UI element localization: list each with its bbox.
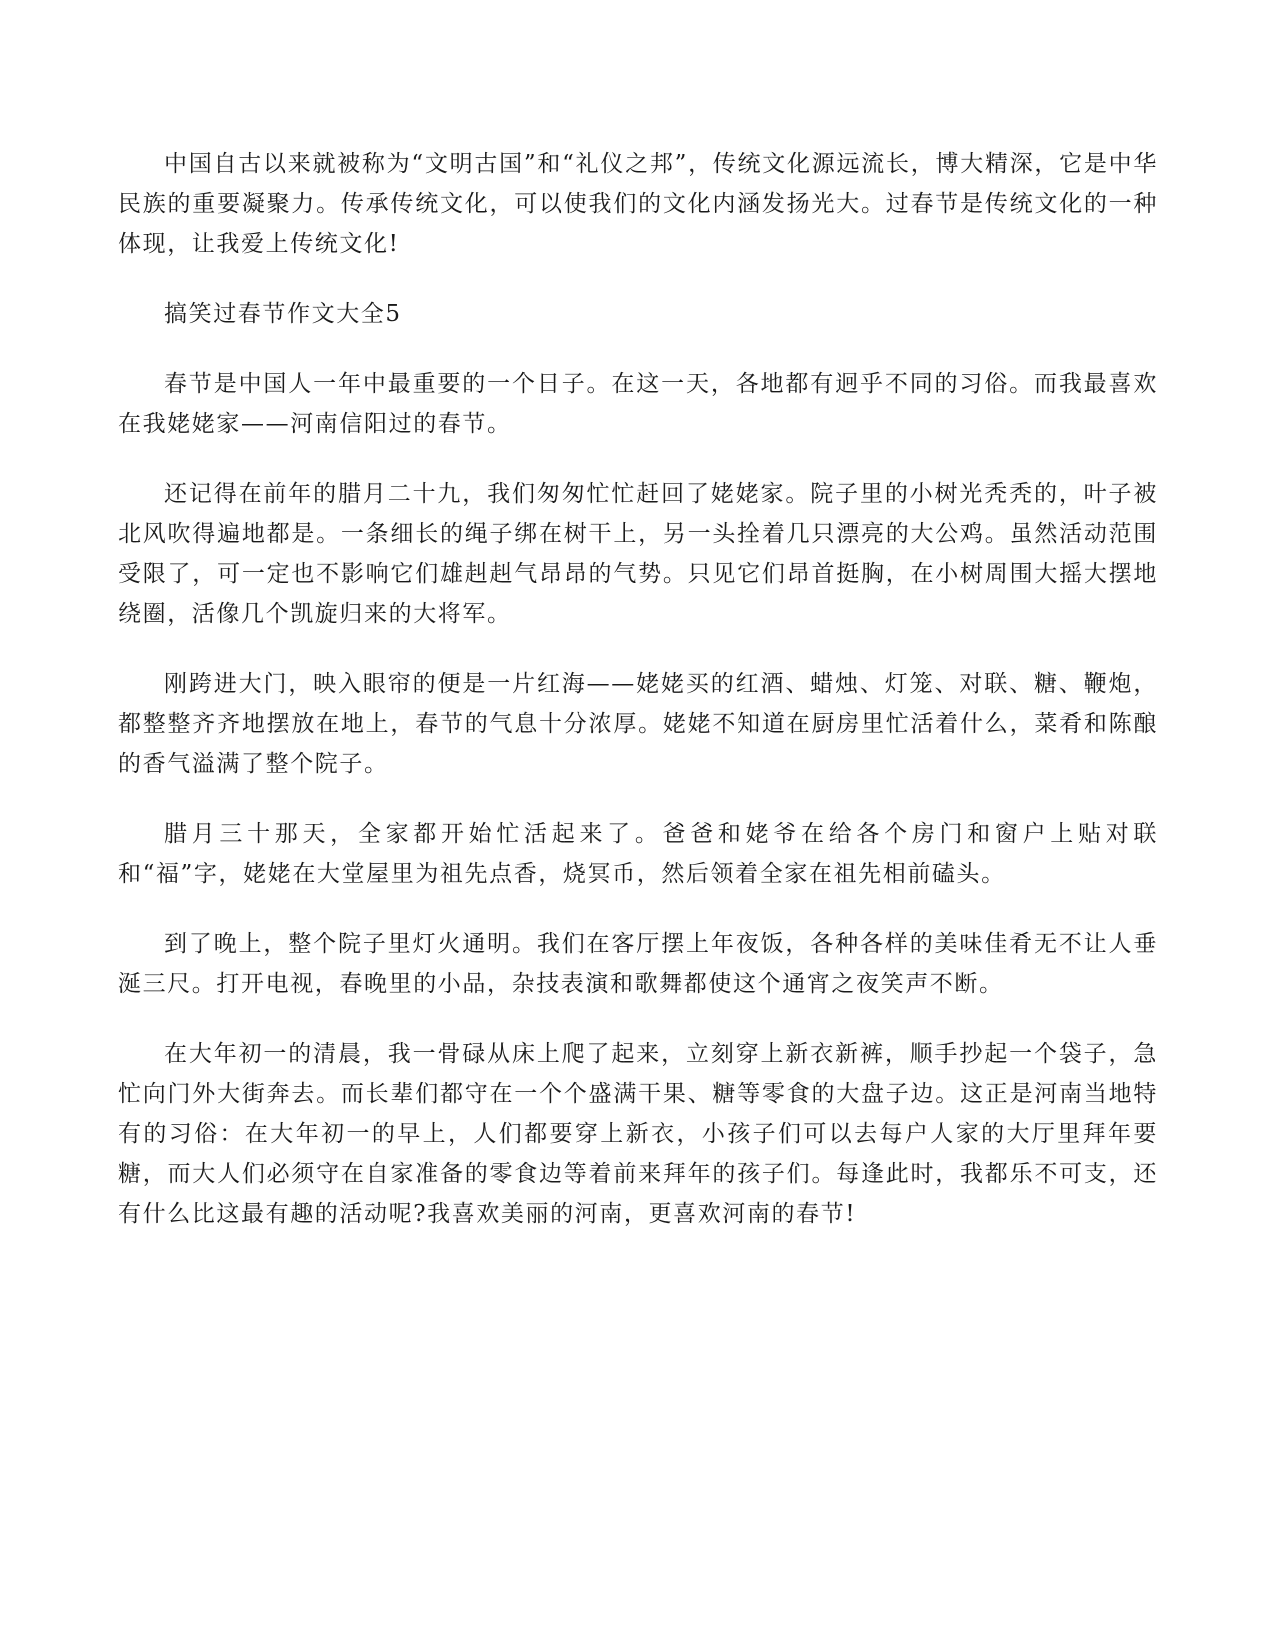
paragraph: 腊月三十那天，全家都开始忙活起来了。爸爸和姥爷在给各个房门和窗户上贴对联和“福”字，姥姥在大堂屋里为祖先点香，烧冥币，然后领着全家在祖先相前磕头。	[118, 821, 1158, 887]
paragraph: 到了晚上，整个院子里灯火通明。我们在客厅摆上年夜饭，各种各样的美味佳肴无不让人垂涎三尺。打开电视，春晚里的小品，杂技表演和歌舞都使这个通宵之夜笑声不断。	[118, 931, 1158, 997]
paragraph-intro: 中国自古以来就被称为“文明古国”和“礼仪之邦”，传统文化源远流长，博大精深，它是中华民族的重要凝聚力。传承传统文化，可以使我们的文化内涵发扬光大。过春节是传统文化的一种体现，让我爱上传统文化!	[118, 151, 1158, 257]
paragraph: 春节是中国人一年中最重要的一个日子。在这一天，各地都有迥乎不同的习俗。而我最喜欢在我姥姥家——河南信阳过的春节。	[118, 371, 1158, 437]
section-heading: 搞笑过春节作文大全5	[164, 301, 402, 327]
paragraph: 在大年初一的清晨，我一骨碌从床上爬了起来，立刻穿上新衣新裤，顺手抄起一个袋子，急忙向门外大街奔去。而长辈们都守在一个个盛满干果、糖等零食的大盘子边。这正是河南当地特有的习俗：在大年初一的早上，人们都要穿上新衣，小孩子们可以去每户人家的大厅里拜年要糖，而大人们必须守在自家准备的零食边等着前来拜年的孩子们。每逢此时，我都乐不可支，还有什么比这最有趣的活动呢?我喜欢美丽的河南，更喜欢河南的春节!	[118, 1041, 1158, 1227]
paragraph: 刚跨进大门，映入眼帘的便是一片红海——姥姥买的红酒、蜡烛、灯笼、对联、糖、鞭炮，都整整齐齐地摆放在地上，春节的气息十分浓厚。姥姥不知道在厨房里忙活着什么，菜肴和陈酿的香气溢满了整个院子。	[118, 671, 1158, 777]
document-page	[118, 144, 1158, 1264]
paragraph: 还记得在前年的腊月二十九，我们匆匆忙忙赶回了姥姥家。院子里的小树光秃秃的，叶子被北风吹得遍地都是。一条细长的绳子绑在树干上，另一头拴着几只漂亮的大公鸡。虽然活动范围受限了，可一定也不影响它们雄赳赳气昂昂的气势。只见它们昂首挺胸，在小树周围大摇大摆地绕圈，活像几个凯旋归来的大将军。	[118, 481, 1158, 627]
